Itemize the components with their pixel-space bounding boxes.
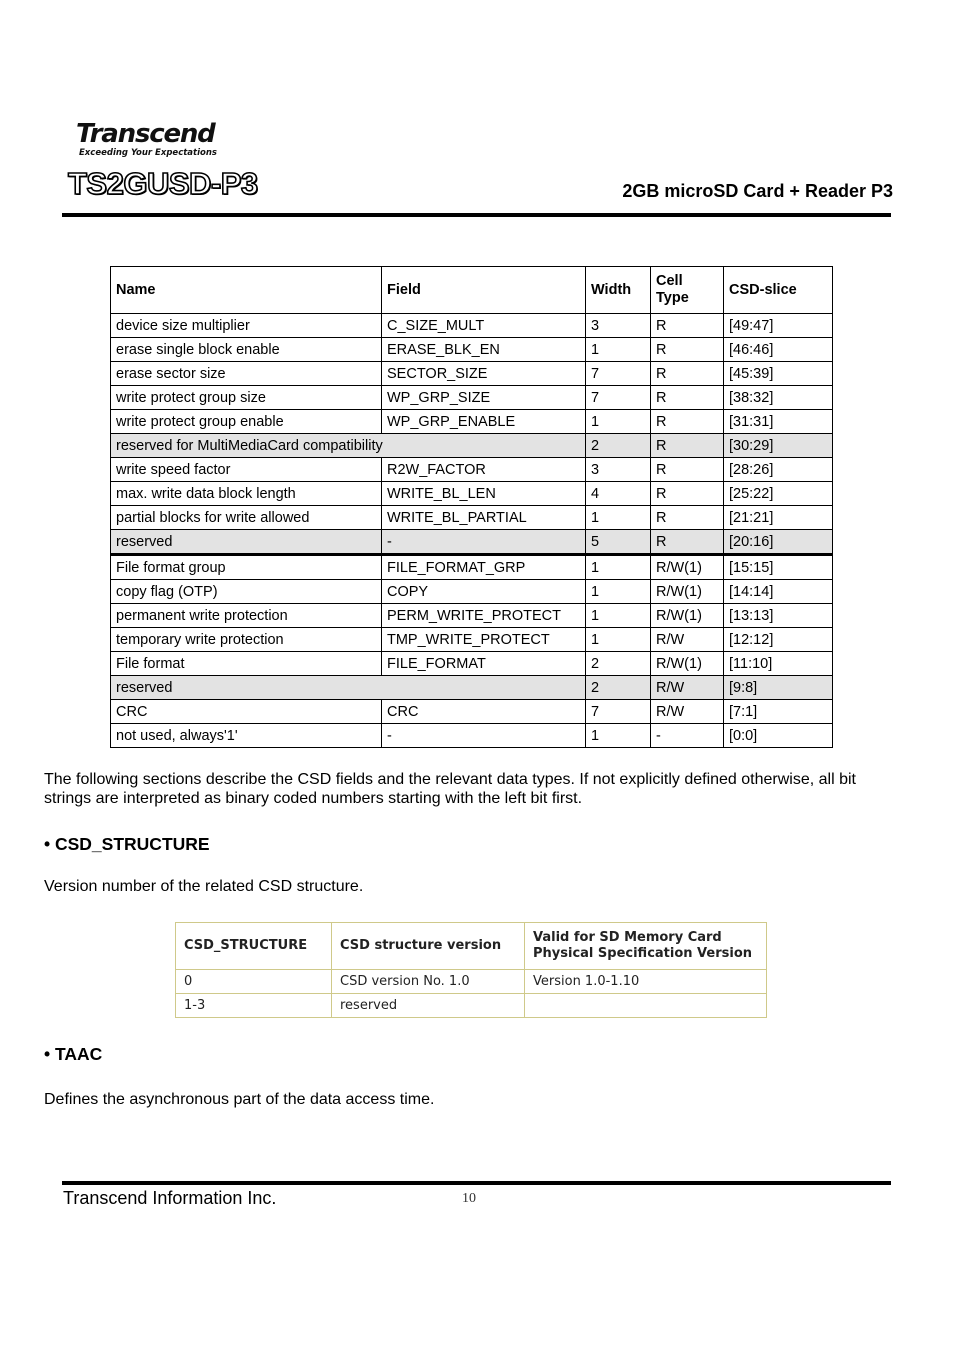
footer-company: Transcend Information Inc.	[63, 1188, 277, 1208]
cell-field: -	[382, 724, 586, 748]
cell-width: 5	[586, 530, 651, 555]
cell-slice: [30:29]	[724, 434, 833, 458]
logo-wordmark: Transcend	[76, 119, 215, 149]
cell-name: reserved	[111, 530, 382, 555]
cell-name: temporary write protection	[111, 628, 382, 652]
version-table-header-row	[176, 923, 767, 970]
cell-name: File format group	[111, 555, 382, 580]
cell-slice: [21:21]	[724, 506, 833, 530]
cell-width: 1	[586, 724, 651, 748]
cell-version: CSD version No. 1.0	[332, 970, 525, 994]
cell-name: File format	[111, 652, 382, 676]
page-number: 10	[462, 1191, 476, 1206]
cell-type: R/W(1)	[651, 652, 724, 676]
cell-field: WRITE_BL_LEN	[382, 482, 586, 506]
cell-field: R2W_FACTOR	[382, 458, 586, 482]
cell-slice: [46:46]	[724, 338, 833, 362]
cell-name: copy flag (OTP)	[111, 580, 382, 604]
cell-slice: [28:26]	[724, 458, 833, 482]
table-row	[111, 410, 833, 434]
table-row	[111, 580, 833, 604]
cell-type: R/W(1)	[651, 555, 724, 580]
cell-width: 3	[586, 458, 651, 482]
cell-name: not used, always'1'	[111, 724, 382, 748]
cell-slice: [20:16]	[724, 530, 833, 555]
cell-width: 7	[586, 700, 651, 724]
cell-name: reserved	[111, 676, 586, 700]
cell-version: reserved	[332, 994, 525, 1018]
cell-name: write protect group size	[111, 386, 382, 410]
cell-width: 1	[586, 555, 651, 580]
cell-structure: 1-3	[176, 994, 332, 1018]
cell-field: WP_GRP_SIZE	[382, 386, 586, 410]
cell-type: R/W(1)	[651, 580, 724, 604]
cell-width: 1	[586, 410, 651, 434]
cell-width: 1	[586, 604, 651, 628]
table-row	[111, 700, 833, 724]
cell-width: 1	[586, 338, 651, 362]
cell-width: 2	[586, 676, 651, 700]
cell-field: CRC	[382, 700, 586, 724]
cell-type: R	[651, 362, 724, 386]
table-row	[111, 604, 833, 628]
cell-field: FILE_FORMAT	[382, 652, 586, 676]
taac-heading: • TAAC	[44, 1044, 103, 1064]
cell-width: 1	[586, 580, 651, 604]
cell-type: R/W	[651, 676, 724, 700]
col-header-csd-structure: CSD_STRUCTURE	[176, 923, 332, 970]
cell-slice: [13:13]	[724, 604, 833, 628]
cell-field: WP_GRP_ENABLE	[382, 410, 586, 434]
cell-slice: [7:1]	[724, 700, 833, 724]
cell-slice: [31:31]	[724, 410, 833, 434]
cell-field: TMP_WRITE_PROTECT	[382, 628, 586, 652]
cell-width: 4	[586, 482, 651, 506]
cell-slice: [14:14]	[724, 580, 833, 604]
cell-name: CRC	[111, 700, 382, 724]
csd-version-table	[175, 922, 767, 1018]
product-title: 2GB microSD Card + Reader P3	[622, 181, 893, 201]
table-row	[111, 724, 833, 748]
cell-field: -	[382, 530, 586, 555]
cell-slice: [11:10]	[724, 652, 833, 676]
cell-valid: Version 1.0-1.10	[525, 970, 767, 994]
cell-width: 1	[586, 506, 651, 530]
cell-width: 2	[586, 434, 651, 458]
cell-name: partial blocks for write allowed	[111, 506, 382, 530]
header-rule	[62, 213, 891, 217]
table-row	[111, 386, 833, 410]
logo-tagline: Exceeding Your Expectations	[79, 148, 217, 158]
csd-table-header-row	[111, 267, 833, 314]
cell-slice: [0:0]	[724, 724, 833, 748]
cell-name: erase sector size	[111, 362, 382, 386]
cell-type: R	[651, 530, 724, 555]
cell-type: R	[651, 314, 724, 338]
cell-name: write protect group enable	[111, 410, 382, 434]
table-row	[111, 530, 833, 555]
cell-slice: [49:47]	[724, 314, 833, 338]
cell-type: R	[651, 434, 724, 458]
cell-name: write speed factor	[111, 458, 382, 482]
cell-type: R	[651, 482, 724, 506]
table-row	[111, 458, 833, 482]
cell-name: device size multiplier	[111, 314, 382, 338]
col-header-csd-slice: CSD-slice	[724, 267, 833, 314]
cell-field: WRITE_BL_PARTIAL	[382, 506, 586, 530]
cell-type: -	[651, 724, 724, 748]
taac-description: Defines the asynchronous part of the data access time.	[44, 1091, 435, 1108]
col-header-width: Width	[586, 267, 651, 314]
csd-register-table	[110, 266, 833, 748]
cell-type: R/W	[651, 700, 724, 724]
cell-field: SECTOR_SIZE	[382, 362, 586, 386]
col-header-cell-type: Cell Type	[651, 267, 724, 314]
table-row	[111, 652, 833, 676]
cell-type: R/W(1)	[651, 604, 724, 628]
table-row	[111, 482, 833, 506]
table-row	[111, 338, 833, 362]
table-row	[111, 314, 833, 338]
table-row	[111, 555, 833, 580]
cell-name: permanent write protection	[111, 604, 382, 628]
table-row	[176, 970, 767, 994]
cell-width: 3	[586, 314, 651, 338]
cell-slice: [45:39]	[724, 362, 833, 386]
cell-field: COPY	[382, 580, 586, 604]
cell-width: 1	[586, 628, 651, 652]
col-header-structure-version: CSD structure version	[332, 923, 525, 970]
footer-rule	[62, 1181, 891, 1185]
cell-structure: 0	[176, 970, 332, 994]
cell-type: R	[651, 506, 724, 530]
csd-structure-heading: • CSD_STRUCTURE	[44, 834, 210, 854]
col-header-name: Name	[111, 267, 382, 314]
cell-width: 7	[586, 386, 651, 410]
cell-field: FILE_FORMAT_GRP	[382, 555, 586, 580]
cell-type: R/W	[651, 628, 724, 652]
cell-field: ERASE_BLK_EN	[382, 338, 586, 362]
cell-slice: [38:32]	[724, 386, 833, 410]
cell-slice: [12:12]	[724, 628, 833, 652]
col-header-valid-spec: Valid for SD Memory Card Physical Specification Version	[525, 923, 767, 970]
table-row	[111, 506, 833, 530]
cell-type: R	[651, 386, 724, 410]
cell-valid	[525, 994, 767, 1018]
intro-paragraph: The following sections describe the CSD fields and the relevant data types. If not explicitly defined otherwise, all bit strings are interpreted as binary coded numbers starting with the left bit first.	[44, 771, 856, 807]
table-row	[176, 994, 767, 1018]
cell-type: R	[651, 458, 724, 482]
cell-name: max. write data block length	[111, 482, 382, 506]
table-row	[111, 676, 833, 700]
cell-slice: [25:22]	[724, 482, 833, 506]
cell-name: erase single block enable	[111, 338, 382, 362]
transcend-logo	[76, 120, 217, 158]
table-row	[111, 434, 833, 458]
cell-slice: [9:8]	[724, 676, 833, 700]
cell-name: reserved for MultiMediaCard compatibility	[111, 434, 586, 458]
table-row	[111, 362, 833, 386]
cell-type: R	[651, 410, 724, 434]
table-row	[111, 628, 833, 652]
csd-structure-description: Version number of the related CSD structure.	[44, 878, 364, 895]
cell-type: R	[651, 338, 724, 362]
col-header-field: Field	[382, 267, 586, 314]
cell-field: PERM_WRITE_PROTECT	[382, 604, 586, 628]
cell-field: C_SIZE_MULT	[382, 314, 586, 338]
model-number: TS2GUSD-P3	[68, 166, 258, 201]
cell-slice: [15:15]	[724, 555, 833, 580]
cell-width: 7	[586, 362, 651, 386]
cell-width: 2	[586, 652, 651, 676]
